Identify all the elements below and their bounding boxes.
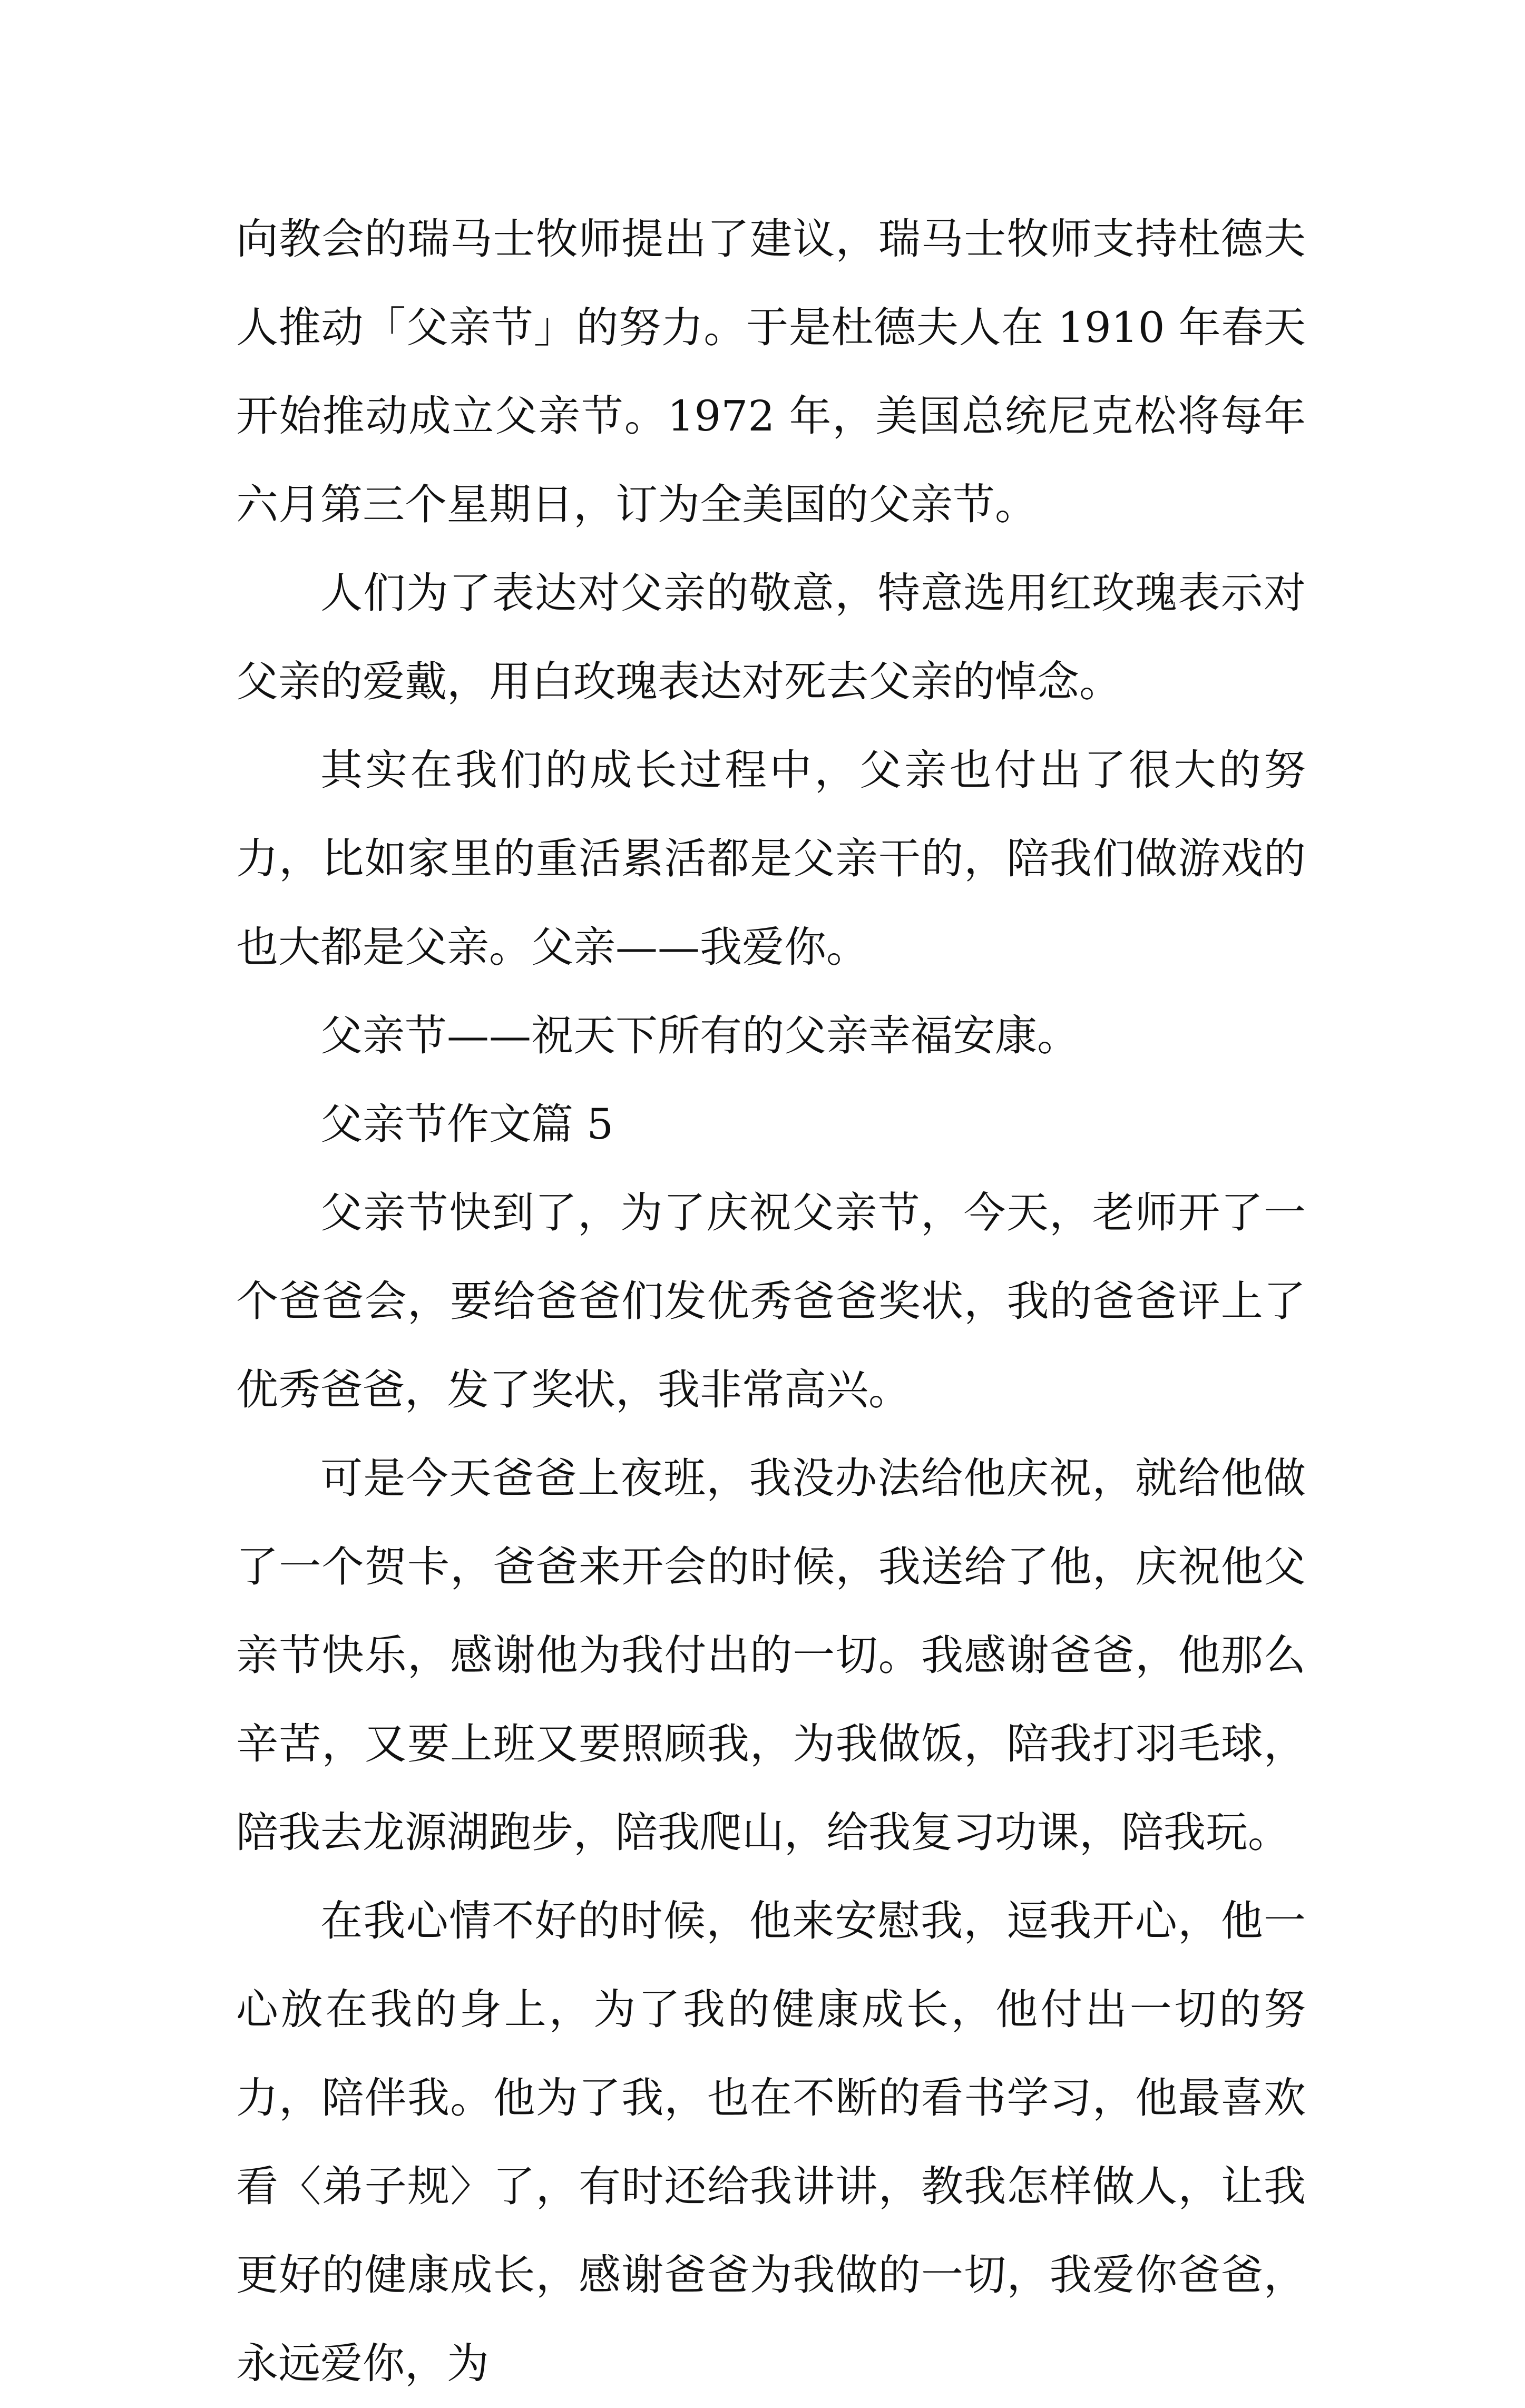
section-heading: 父亲节作文篇 5: [320, 1100, 614, 1149]
paragraph: 父亲节——祝天下所有的父亲幸福安康。: [320, 1011, 1079, 1060]
paragraph: 人们为了表达对父亲的敬意，特意选用红玫瑰表示对父亲的爱戴，用白玫瑰表达对死去父亲的悼念。: [236, 569, 1306, 706]
paragraph: 在我心情不好的时候，他来安慰我，逗我开心，他一心放在我的身上，为了我的健康成长，他付出一切的努力，陪伴我。他为了我，也在不断的看书学习，他最喜欢看〈弟子规〉了，有时还给我讲讲，教我怎样做人，让我更好的健康成长，感谢爸爸为我做的一切，我爱你爸爸，永远爱你，为: [236, 1896, 1306, 2388]
paragraph: 可是今天爸爸上夜班，我没办法给他庆祝，就给他做了一个贺卡，爸爸来开会的时候，我送给了他，庆祝他父亲节快乐，感谢他为我付出的一切。我感谢爸爸，他那么辛苦，又要上班又要照顾我，为我做饭，陪我打羽毛球，陪我去龙源湖跑步，陪我爬山，给我复习功课，陪我玩。: [236, 1454, 1306, 1857]
paragraph: 其实在我们的成长过程中，父亲也付出了很大的努力，比如家里的重活累活都是父亲干的，陪我们做游戏的也大都是父亲。父亲——我爱你。: [236, 746, 1306, 972]
paragraph: 向教会的瑞马士牧师提出了建议，瑞马士牧师支持杜德夫人推动「父亲节」的努力。于是杜德夫人在 1910 年春天开始推动成立父亲节。1972 年，美国总统尼克松将每年六月第三个星期日，订为全美国的父亲节。: [236, 214, 1306, 529]
document-body: [236, 195, 1306, 2408]
paragraph: 父亲节快到了，为了庆祝父亲节，今天，老师开了一个爸爸会，要给爸爸们发优秀爸爸奖状，我的爸爸评上了优秀爸爸，发了奖状，我非常高兴。: [236, 1188, 1306, 1414]
